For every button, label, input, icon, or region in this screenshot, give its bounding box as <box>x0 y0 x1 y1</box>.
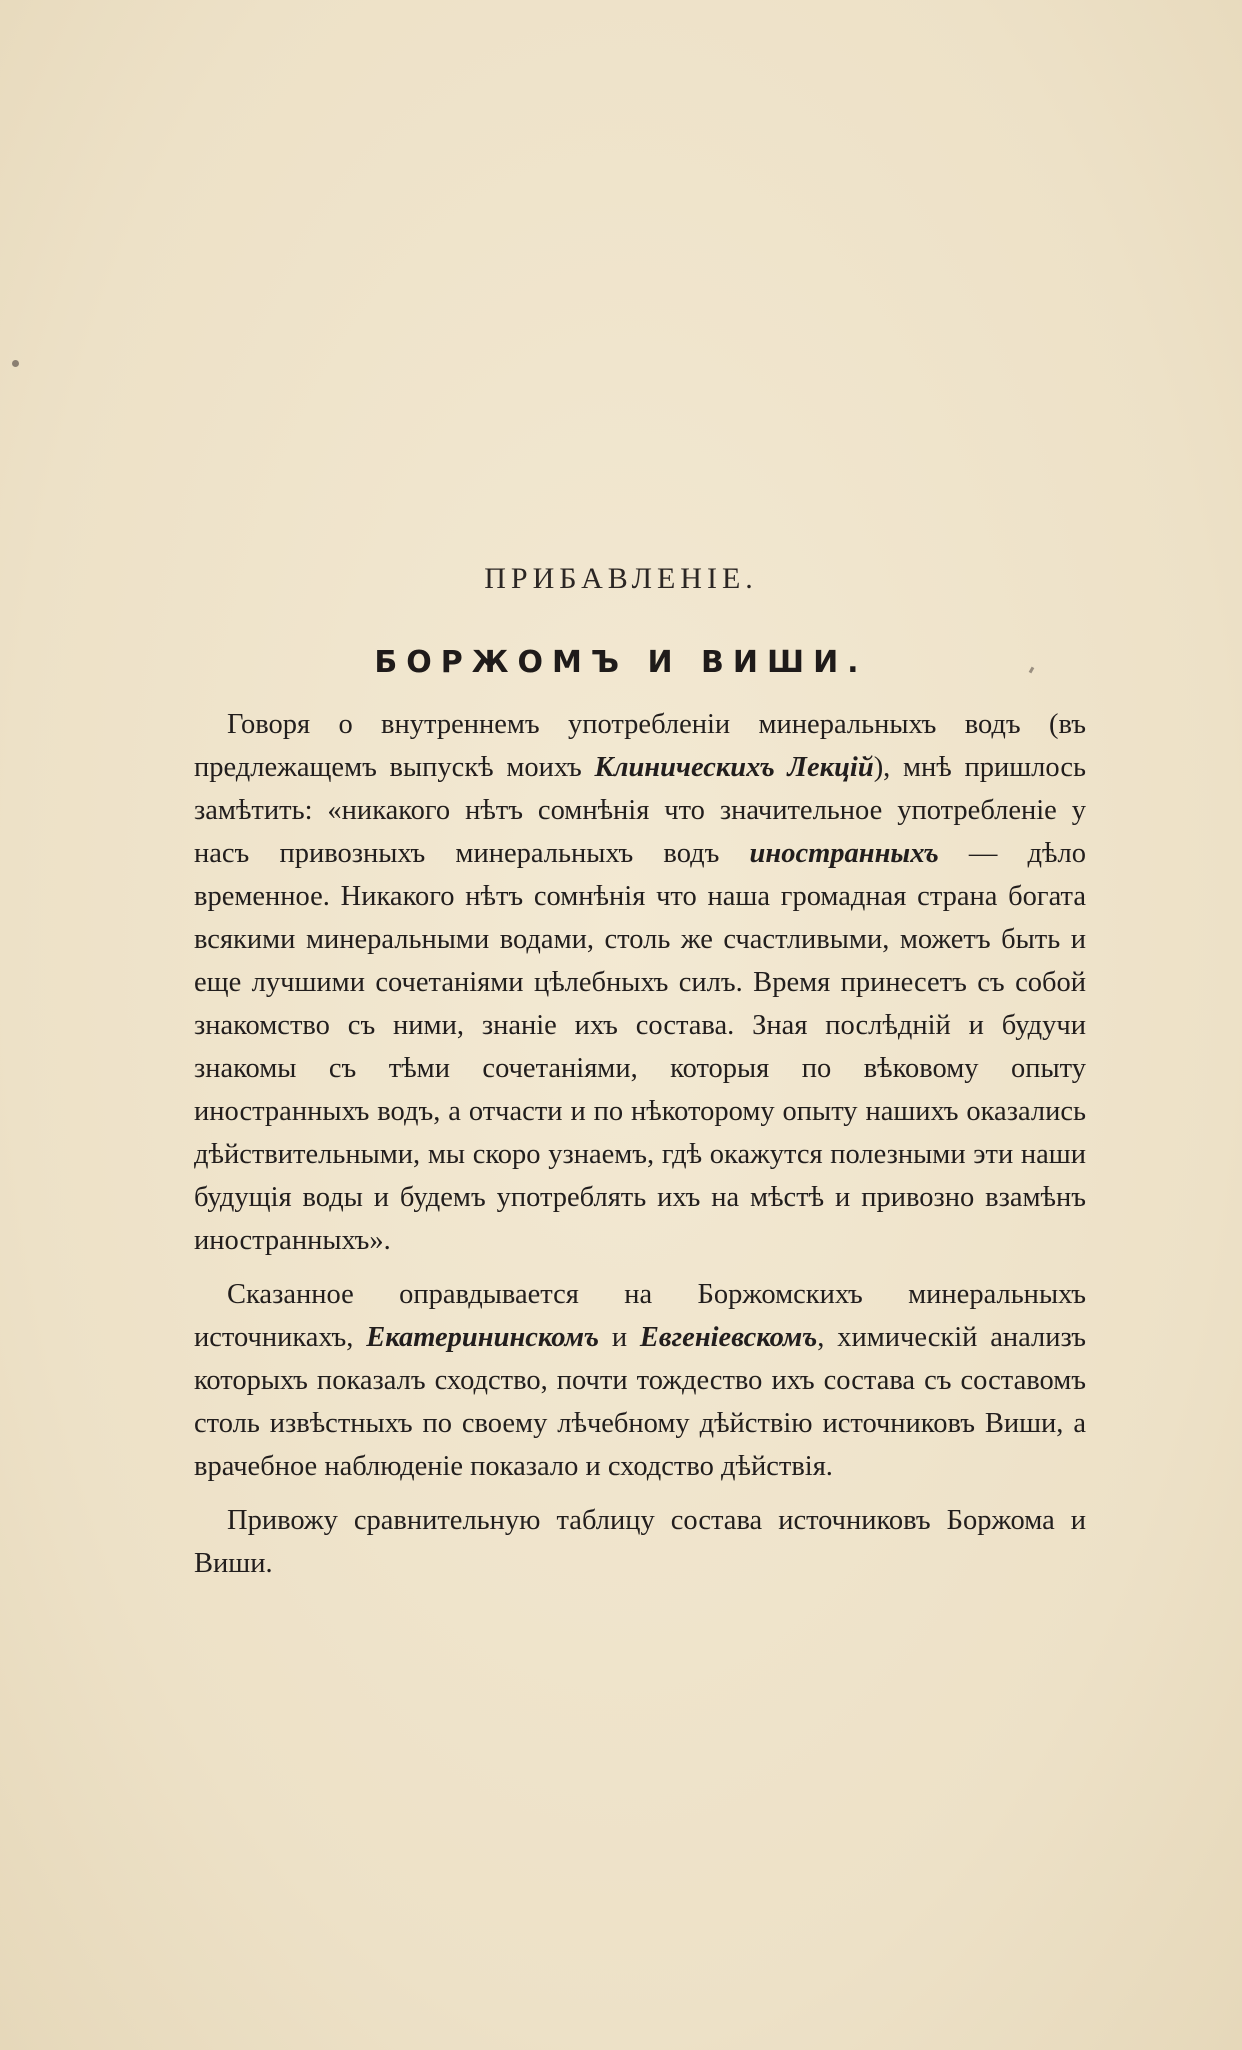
section-heading: ПРИБАВЛЕНІЕ. <box>484 562 758 595</box>
body-text <box>194 703 1086 1596</box>
italic-segment: иностранныхъ <box>749 838 939 869</box>
italic-segment: Екатерининскомъ <box>366 1322 599 1353</box>
text-segment: Говоря о внутреннемъ употребленіи минеральныхъ водъ (въ предлежащемъ выпускѣ моихъ <box>194 709 1086 783</box>
text-segment: ), мнѣ пришлось замѣтить: «никакого нѣтъ сомнѣнія что значительное употребленіе у насъ привозныхъ минеральныхъ водъ <box>194 752 1087 869</box>
paragraph <box>194 703 1086 1262</box>
italic-segment: Клиническихъ Лекцій <box>594 752 874 783</box>
page-speck <box>12 360 19 367</box>
italic-segment: Евгеніевскомъ <box>639 1322 818 1353</box>
chapter-subheading: БОРЖОМЪ И ВИШИ. <box>374 645 868 680</box>
text-segment: , химическій анализъ которыхъ показалъ сходство, почти тождество ихъ состава съ составомъ столь извѣстныхъ по своему лѣчебному дѣйствію источниковъ Виши, а врачебное наблюденіе показало и сходство дѣйствія. <box>194 1322 1086 1482</box>
text-segment: Сказанное оправдывается на Боржомскихъ минеральныхъ источникахъ, <box>194 1279 1086 1353</box>
paragraph <box>194 1273 1086 1488</box>
text-segment: Привожу сравнительную таблицу состава источниковъ Боржома и Виши. <box>194 1505 1086 1579</box>
text-segment: и <box>599 1322 640 1353</box>
paragraph <box>194 1499 1086 1585</box>
text-segment: — дѣло временное. Никакого нѣтъ сомнѣнія что наша громадная страна богата всякими минеральными водами, столь же счастливыми, можетъ быть и еще лучшими сочетаніями цѣлебныхъ силъ. Время принесетъ съ собой знакомство съ ними, знаніе ихъ состава. Зная послѣдній и будучи знакомы съ тѣми сочетаніями, которыя по вѣковому опыту иностранныхъ водъ, а отчасти и по нѣкоторому опыту нашихъ оказались дѣйствительными, мы скоро узнаемъ, гдѣ окажутся полезными эти наши будущія воды и будемъ употреблять ихъ на мѣстѣ и привозно взамѣнъ иностранныхъ». <box>194 838 1087 1256</box>
